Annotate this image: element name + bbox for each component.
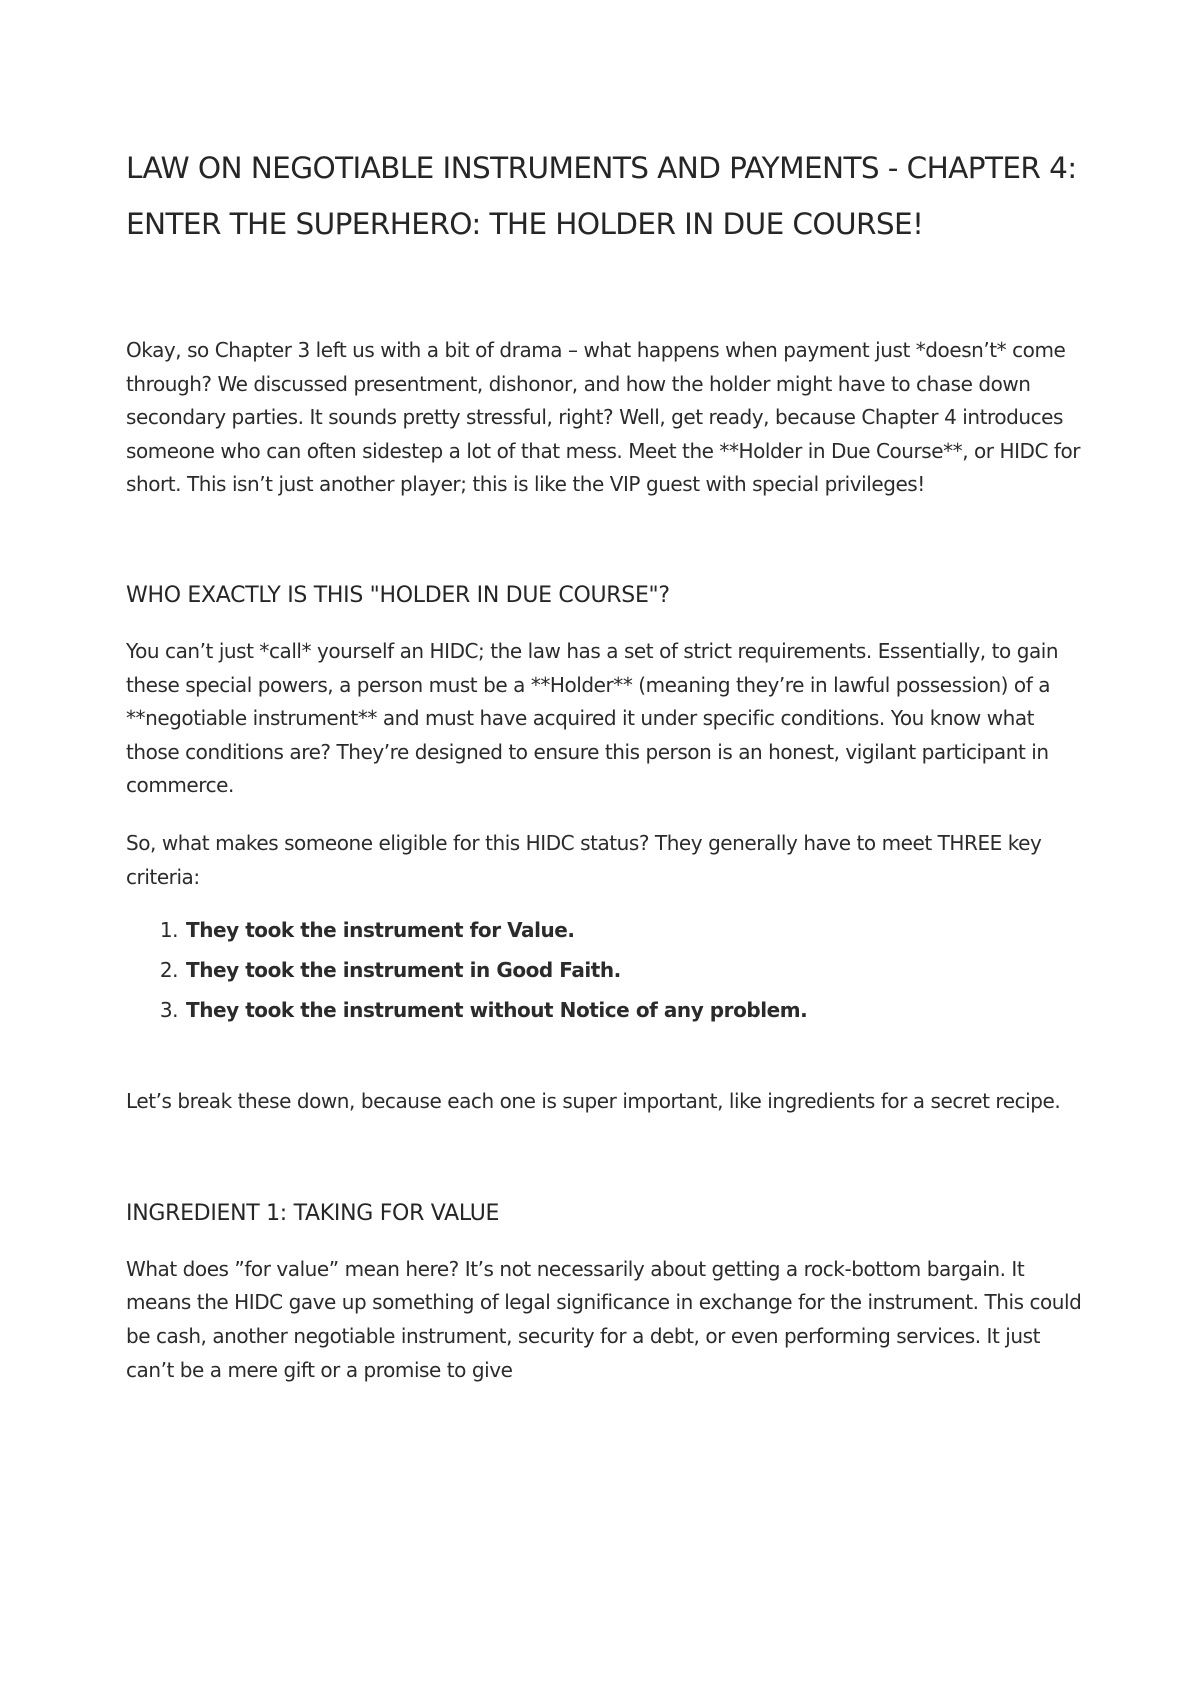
- criterion-without-notice: They took the instrument without Notice of any problem.: [186, 998, 808, 1023]
- section-heading-who-is-hidc: WHO EXACTLY IS THIS "HOLDER IN DUE COURSE"?: [126, 582, 670, 608]
- document-page: [126, 140, 1086, 1387]
- list-item: [184, 910, 1086, 950]
- criterion-good-faith: They took the instrument in Good Faith.: [186, 958, 621, 983]
- list-item: [184, 950, 1086, 990]
- list-item: [184, 990, 1086, 1030]
- section-paragraph: So, what makes someone eligible for this HIDC status? They generally have to meet THREE key criteria:: [126, 830, 1042, 889]
- criterion-value: They took the instrument for Value.: [186, 918, 575, 943]
- hidc-criteria-list: [126, 910, 1086, 1030]
- section-paragraph: Let’s break these down, because each one is super important, like ingredients for a secret recipe.: [126, 1089, 1061, 1114]
- section-heading-ingredient-1: INGREDIENT 1: TAKING FOR VALUE: [126, 1200, 500, 1226]
- section-paragraph: What does ”for value” mean here? It’s not necessarily about getting a rock-bottom bargain. It means the HIDC gave up something of legal significance in exchange for the instrument. This could be cash, another negotiable instrument, security for a debt, or even performing services. It just can’t be a mere gift or a promise to give: [126, 1256, 1082, 1382]
- section-paragraph: You can’t just *call* yourself an HIDC; the law has a set of strict requirements. Essentially, to gain these special powers, a person must be a **Holder** (meaning they’re in lawful possession) of a **negotiable instrument** and must have acquired it under specific conditions. You know what those conditions are? They’re designed to ensure this person is an honest, vigilant participant in commerce.: [126, 638, 1059, 798]
- document-title: LAW ON NEGOTIABLE INSTRUMENTS AND PAYMENTS - CHAPTER 4: ENTER THE SUPERHERO: THE HOLDER IN DUE COURSE!: [126, 151, 1077, 241]
- intro-paragraph: Okay, so Chapter 3 left us with a bit of drama – what happens when payment just *doesn’t* come through? We discussed presentment, dishonor, and how the holder might have to chase down secondary parties. It sounds pretty stressful, right? Well, get ready, because Chapter 4 introduces someone who can often sidestep a lot of that mess. Meet the **Holder in Due Course**, or HIDC for short. This isn’t just another player; this is like the VIP guest with special privileges!: [126, 338, 1081, 497]
